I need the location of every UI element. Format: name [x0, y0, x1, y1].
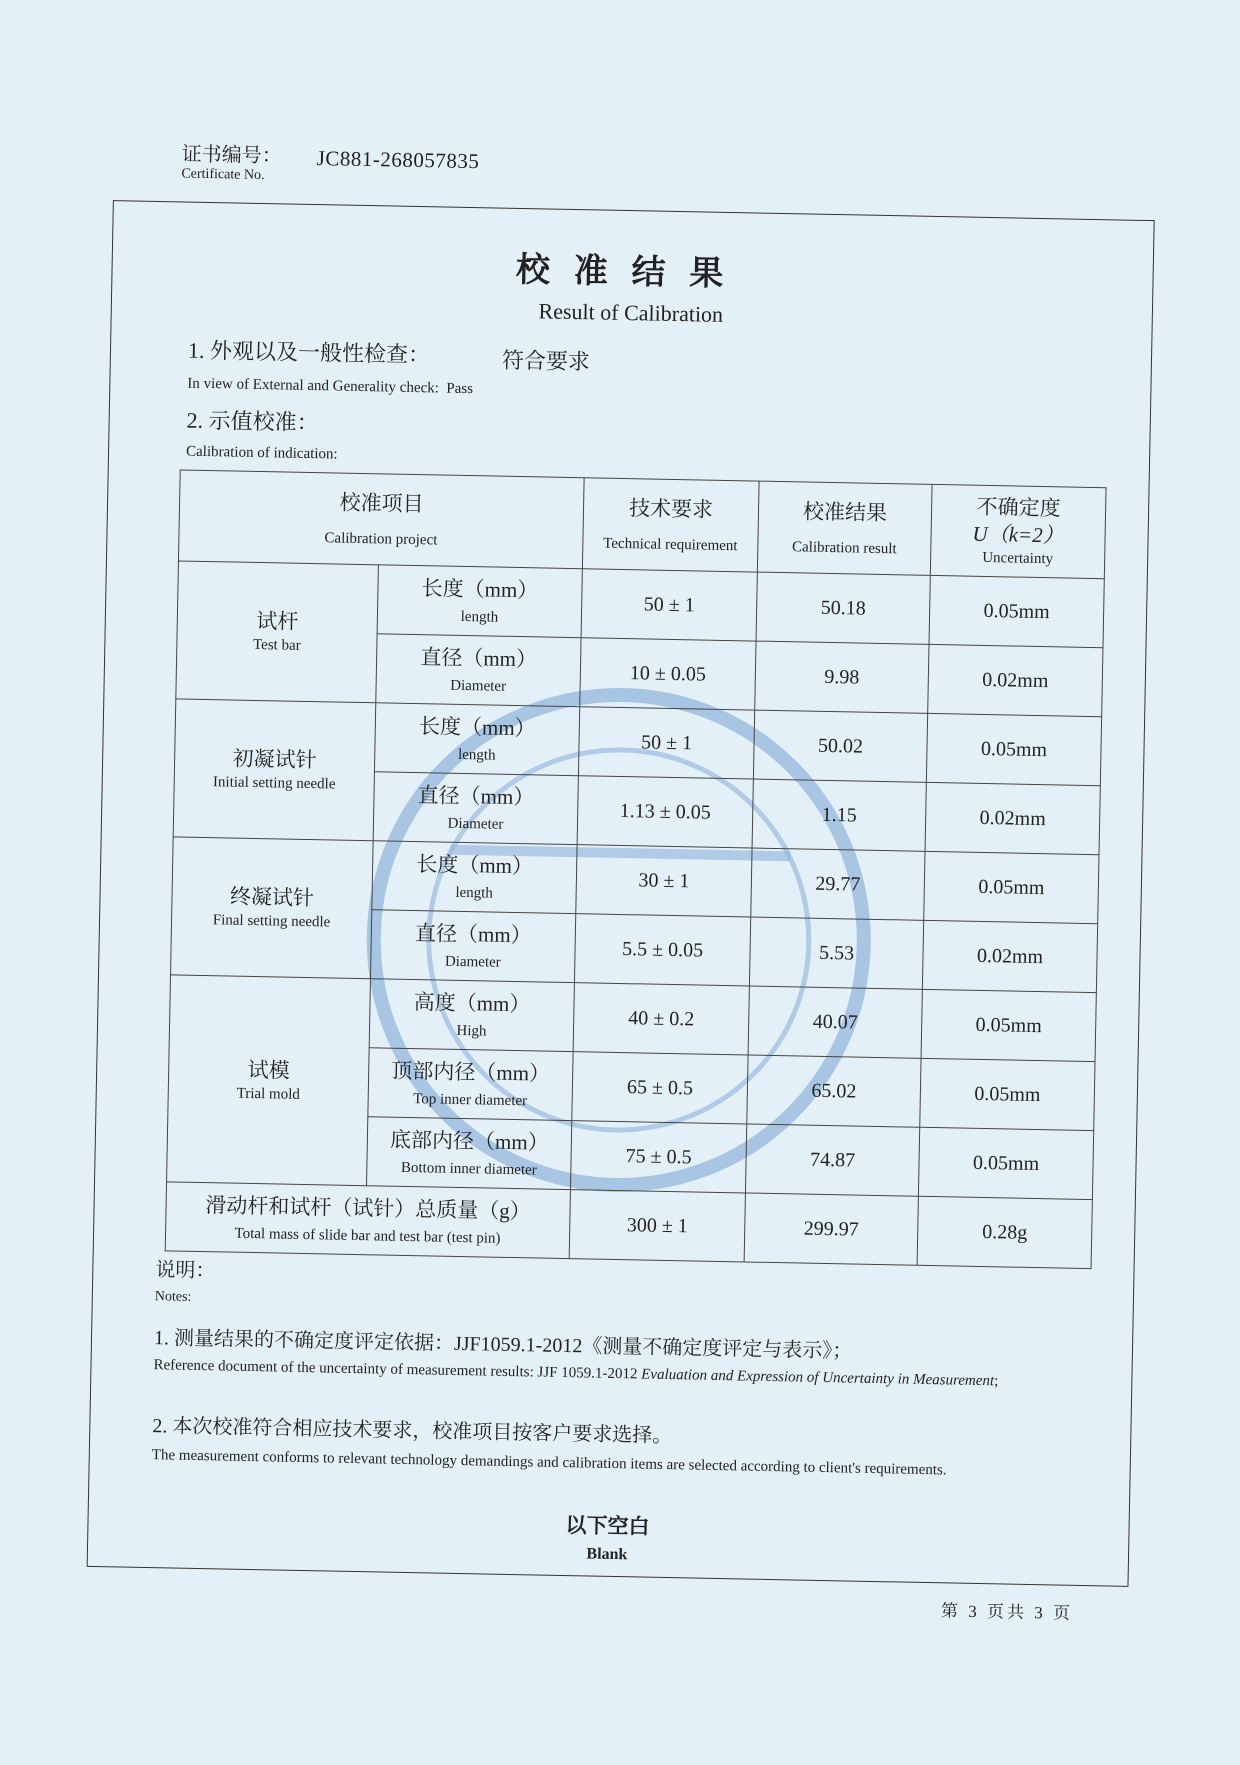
parameter: 高度（mm） High: [369, 979, 574, 1052]
blank-label-cn: 以下空白: [565, 1513, 650, 1539]
item-name: 试模 Trial mold: [167, 975, 371, 1186]
result-cell: 9.98: [755, 641, 929, 713]
result-cell: 50.02: [753, 710, 927, 782]
section2-label-cn: 2. 示值校准：: [186, 407, 319, 436]
page-number: 第 3 页共 3 页: [940, 1601, 1074, 1623]
section1-en-value: Pass: [446, 380, 474, 398]
requirement-cell: 50 ± 1: [581, 569, 757, 641]
uncertainty-cell: 0.05mm: [920, 1058, 1095, 1130]
requirement-cell: 1.13 ± 0.05: [577, 776, 753, 848]
header-project: 校准项目 Calibration project: [178, 470, 584, 569]
page-title-cn: 校准结果: [515, 249, 748, 295]
uncertainty-cell: 0.05mm: [918, 1127, 1093, 1199]
result-cell: 65.02: [747, 1055, 921, 1127]
requirement-cell: 50 ± 1: [578, 707, 754, 779]
uncertainty-cell: 0.02mm: [928, 644, 1103, 716]
section1-label-cn: 1. 外观以及一般性检查：: [187, 337, 431, 368]
table-header-row: [178, 470, 1106, 579]
uncertainty-cell: 0.02mm: [922, 920, 1097, 992]
blank-label-en: Blank: [586, 1545, 628, 1564]
uncertainty-cell: 0.28g: [917, 1196, 1092, 1268]
uncertainty-cell: 0.05mm: [929, 575, 1104, 647]
item-name: 试杆 Test bar: [176, 561, 379, 703]
header-requirement: 技术要求 Technical requirement: [582, 478, 759, 572]
requirement-cell: 65 ± 0.5: [572, 1052, 748, 1124]
note2-en: The measurement conforms to relevant technology demandings and calibration items are selected according to client's requirements.: [151, 1447, 947, 1479]
item-name: 初凝试针 Initial setting needle: [173, 699, 376, 841]
section1-value-cn: 符合要求: [501, 347, 591, 375]
parameter: 直径（mm） Diameter: [373, 772, 578, 845]
note2-cn: 2. 本次校准符合相应技术要求，校准项目按客户要求选择。: [152, 1415, 673, 1448]
parameter: 底部内径（mm） Bottom inner diameter: [367, 1117, 572, 1190]
header-uncertainty: 不确定度 U（k=2） Uncertainty: [930, 484, 1106, 578]
requirement-cell: 40 ± 0.2: [573, 983, 749, 1055]
result-cell: 1.15: [752, 779, 926, 851]
certificate-number: JC881-268057835: [316, 146, 480, 174]
result-cell: 299.97: [744, 1193, 918, 1265]
result-cell: 74.87: [745, 1124, 919, 1196]
note1-en: Reference document of the uncertainty of measurement results: JJF 1059.1-2012 Evaluation and Expression of Uncertainty in Measurement;: [153, 1357, 999, 1390]
result-cell: 5.53: [749, 917, 923, 989]
requirement-cell: 10 ± 0.05: [580, 638, 756, 710]
parameter: 长度（mm） length: [374, 703, 579, 776]
result-cell: 29.77: [751, 848, 925, 920]
certificate-label-cn: 证书编号：: [181, 143, 282, 168]
uncertainty-cell: 0.05mm: [921, 989, 1096, 1061]
notes-label-cn: 说明：: [155, 1259, 216, 1283]
requirement-cell: 300 ± 1: [569, 1190, 745, 1262]
uncertainty-cell: 0.02mm: [925, 782, 1100, 854]
requirement-cell: 30 ± 1: [576, 845, 752, 917]
parameter: 直径（mm） Diameter: [370, 910, 575, 983]
result-cell: 40.07: [748, 986, 922, 1058]
requirement-cell: 5.5 ± 0.05: [574, 914, 750, 986]
note1-cn: 1. 测量结果的不确定度评定依据：JJF1059.1-2012《测量不确定度评定与表示》；: [153, 1327, 853, 1363]
result-cell: 50.18: [756, 572, 930, 644]
section2-label-en: Calibration of indication:: [185, 443, 338, 463]
notes-label-en: Notes:: [154, 1289, 192, 1305]
section1-en-text: In view of External and Generality check:: [187, 375, 440, 397]
page-title-en: Result of Calibration: [538, 298, 724, 327]
requirement-cell: 75 ± 0.5: [570, 1121, 746, 1193]
certificate-label-en: Certificate No.: [181, 166, 265, 184]
parameter: 长度（mm） length: [377, 565, 582, 638]
parameter: 长度（mm） length: [372, 841, 577, 914]
header-result: 校准结果 Calibration result: [757, 481, 932, 575]
total-mass-label: 滑动杆和试杆（试针）总质量（g） Total mass of slide bar and test bar (test pin): [165, 1182, 570, 1259]
uncertainty-cell: 0.05mm: [926, 713, 1101, 785]
parameter: 直径（mm） Diameter: [376, 634, 581, 707]
item-name: 终凝试针 Final setting needle: [171, 837, 374, 979]
calibration-table: [165, 469, 1107, 1269]
parameter: 顶部内径（mm） Top inner diameter: [368, 1048, 573, 1121]
uncertainty-cell: 0.05mm: [924, 851, 1099, 923]
